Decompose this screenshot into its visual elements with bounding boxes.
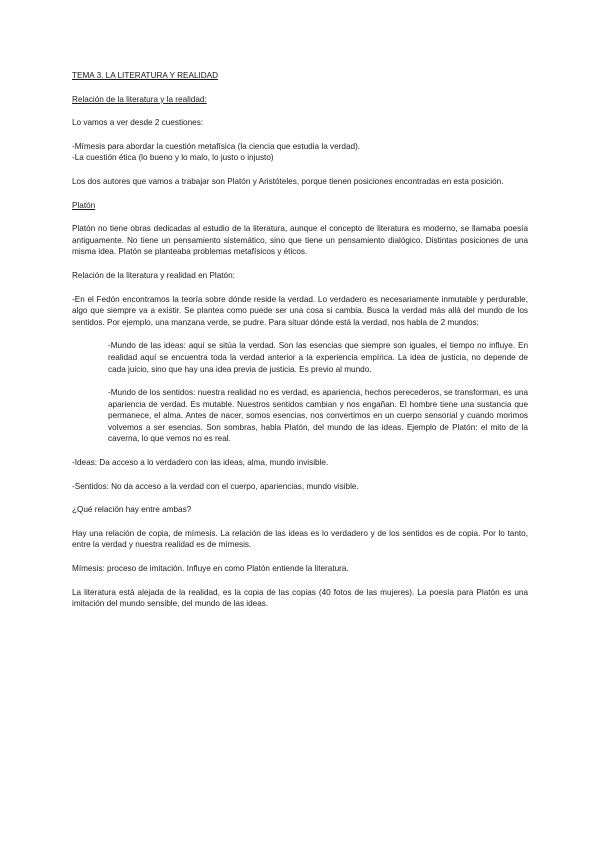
question-item: -La cuestión ética (lo bueno y lo malo, lo justo o injusto) [72, 153, 274, 163]
mundo-sentidos-paragraph: -Mundo de los sentidos: nuestra realidad no es verdad, es apariencia, hechos perecederos, se transforman, es una apariencia de verdad. Es mutable. Nuestros sentidos cambian y nos engañan. El hombre tiene una sustancia que permanece, el alma. Antes de nacer, somos esencias, nos convertimos en un cuerpo sensorial y cuando morimos volvemos a ser esencias. Son sombras, habla Platón, del mundo de las ideas. Ejemplo de Platón: el mito de la caverna, lo que vemos no es real. [108, 388, 528, 444]
platon-intro-paragraph: Platón no tiene obras dedicadas al estudio de la literatura, aunque el concepto de literatura es moderno, se llamaba poesía antiguamente. No tiene un pensamiento sistemático, sino que tiene un pensamiento dialógico. Distintas posiciones de una misma idea. Platón se planteaba problemas metafísicos y éticos. [72, 224, 528, 257]
mundo-ideas-paragraph: -Mundo de las ideas: aquí se sitúa la verdad. Son las esencias que siempre son iguales, el tiempo no influye. En realidad aquí se encuentra toda la verdad anterior a la experiencia empírica. La idea de justicia, no depende de cada juicio, sino que hay una idea previa de justicia. Es previo al mundo. [108, 341, 528, 374]
sentidos-line: -Sentidos: No da acceso a la verdad con el cuerpo, apariencias, mundo visible. [72, 481, 359, 491]
document-title: TEMA 3. LA LITERATURA Y REALIDAD [72, 71, 219, 80]
question-line: ¿Qué relación hay entre ambas? [72, 505, 192, 515]
copia-paragraph: Hay una relación de copia, de mímesis. La relación de las ideas es lo verdadero y de los sentidos es de copia. Por lo tanto, entre la verdad y nuestra realidad es de mímesis. [72, 528, 528, 550]
ideas-line: -Ideas: Da acceso a lo verdadero con las ideas, alma, mundo invisible. [72, 458, 329, 468]
mimesis-definition: Mímesis: proceso de imitación. Influye en como Platón entiende la literatura. [72, 564, 349, 574]
document-page [72, 70, 528, 610]
section-subtitle: Relación de la literatura y la realidad: [72, 94, 207, 104]
alejada-paragraph: La literatura está alejada de la realidad, es la copia de las copias (40 fotos de las mujeres). La poesía para Platón es una imitación del mundo sensible, del mundo de las ideas. [72, 587, 528, 609]
platon-heading: Platón [72, 200, 96, 210]
intro-paragraph: Lo vamos a ver desde 2 cuestiones: [72, 118, 204, 128]
fedon-paragraph: -En el Fedón encontramos la teoría sobre dónde reside la verdad. Lo verdadero es necesariamente inmutable y perdurable, algo que siempre va a existir. Se plantea como puede ser una cosa si cambia. Busca la verdad más allá del mundo de los sentidos. Por ejemplo, una manzana verde, se pudre. Para situar dónde está la verdad, nos habla de 2 mundos: [72, 294, 528, 327]
question-item: -Mímesis para abordar la cuestión metafísica (la ciencia que estudia la verdad). [72, 141, 361, 151]
relacion-platon-paragraph: Relación de la literatura y realidad en Platón: [72, 270, 235, 280]
authors-paragraph: Los dos autores que vamos a trabajar son Platón y Aristóteles, porque tienen posiciones encontradas en esta posición. [72, 176, 504, 186]
